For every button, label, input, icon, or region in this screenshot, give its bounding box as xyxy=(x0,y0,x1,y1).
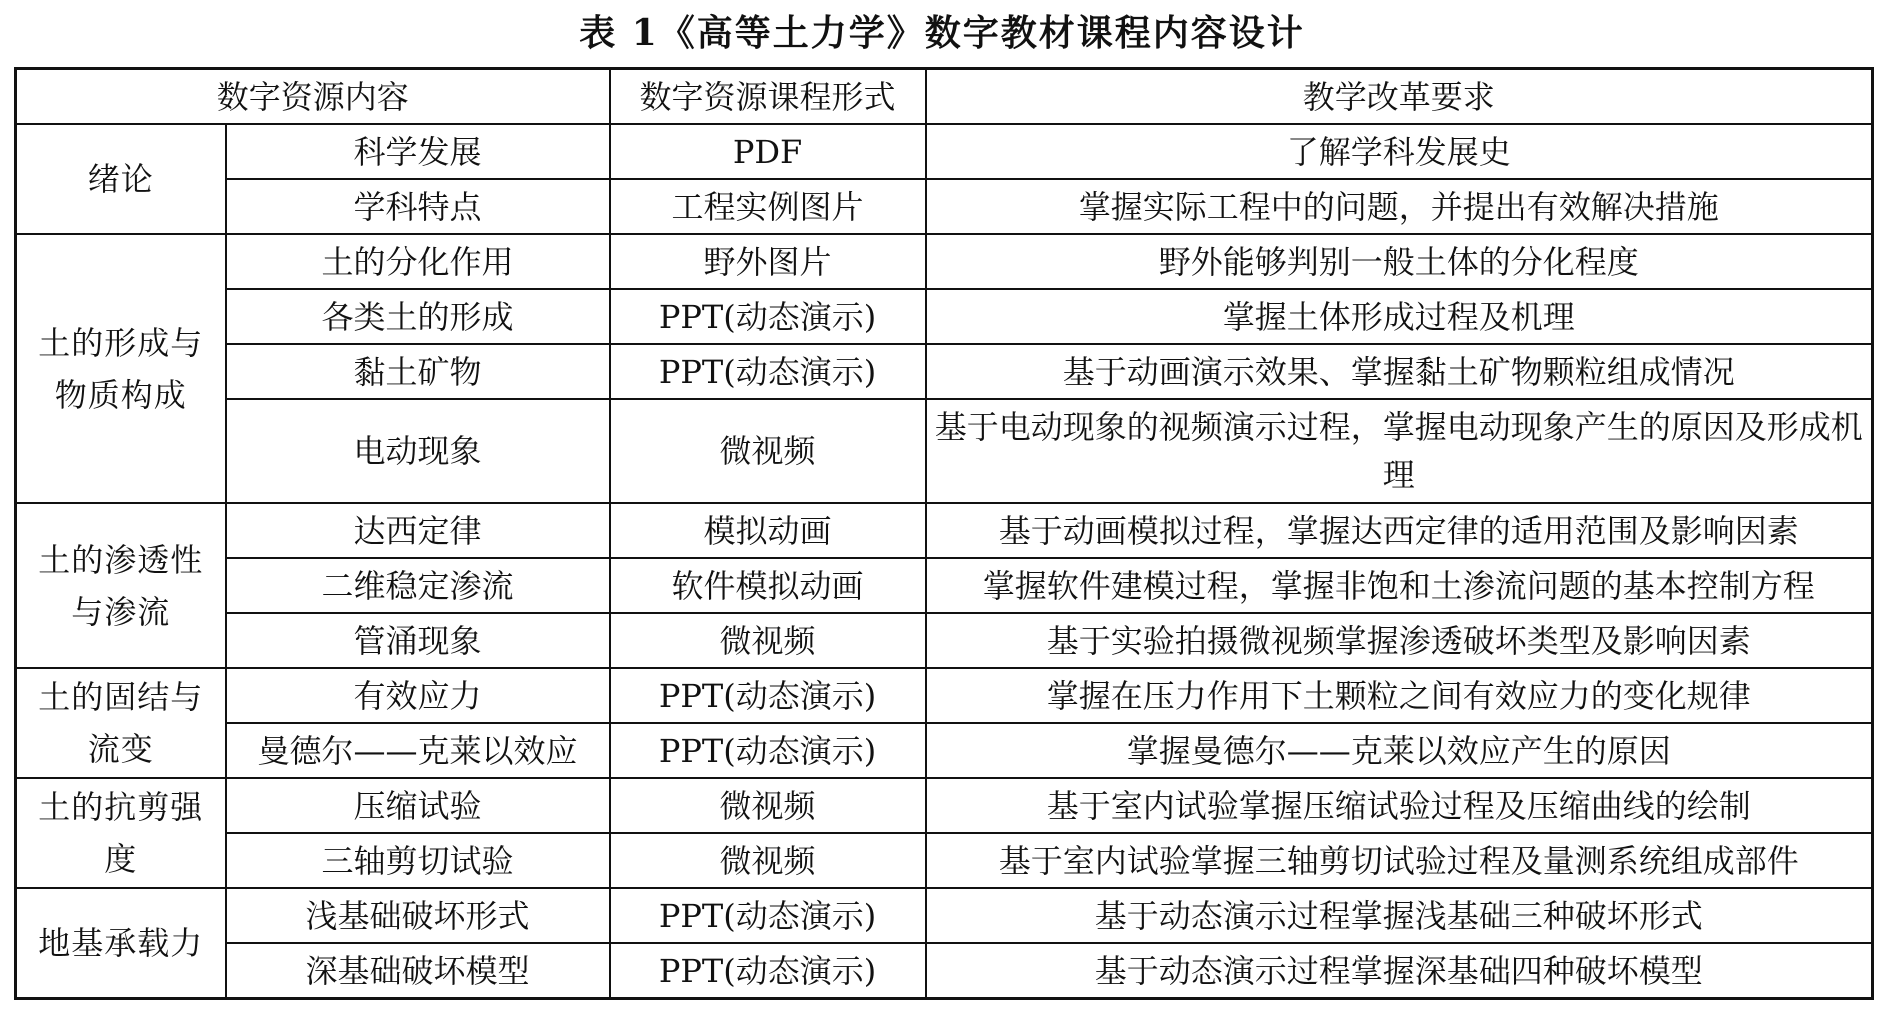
requirement-cell: 基于室内试验掌握三轴剪切试验过程及量测系统组成部件 xyxy=(926,833,1873,888)
requirement-cell: 掌握软件建模过程，掌握非饱和土渗流问题的基本控制方程 xyxy=(926,558,1873,613)
topic-cell: 压缩试验 xyxy=(226,778,610,833)
form-cell: 野外图片 xyxy=(610,234,926,289)
topic-cell: 二维稳定渗流 xyxy=(226,558,610,613)
form-cell: PDF xyxy=(610,124,926,179)
requirement-cell: 基于室内试验掌握压缩试验过程及压缩曲线的绘制 xyxy=(926,778,1873,833)
table-row xyxy=(16,778,1873,833)
topic-cell: 深基础破坏模型 xyxy=(226,943,610,999)
category-cell: 土的渗透性与渗流 xyxy=(16,503,226,668)
topic-cell: 土的分化作用 xyxy=(226,234,610,289)
topic-cell: 达西定律 xyxy=(226,503,610,558)
requirement-cell: 野外能够判别一般土体的分化程度 xyxy=(926,234,1873,289)
table-row xyxy=(16,503,1873,558)
category-cell: 土的固结与流变 xyxy=(16,668,226,778)
course-content-table xyxy=(14,67,1874,1000)
requirement-cell: 掌握实际工程中的问题，并提出有效解决措施 xyxy=(926,179,1873,234)
table-row xyxy=(16,613,1873,668)
form-cell: 模拟动画 xyxy=(610,503,926,558)
table-row xyxy=(16,888,1873,943)
form-cell: 微视频 xyxy=(610,833,926,888)
requirement-cell: 基于动态演示过程掌握浅基础三种破坏形式 xyxy=(926,888,1873,943)
topic-cell: 科学发展 xyxy=(226,124,610,179)
requirement-cell: 掌握在压力作用下土颗粒之间有效应力的变化规律 xyxy=(926,668,1873,723)
table-row xyxy=(16,558,1873,613)
form-cell: 微视频 xyxy=(610,778,926,833)
topic-cell: 浅基础破坏形式 xyxy=(226,888,610,943)
table-row xyxy=(16,668,1873,723)
table-row xyxy=(16,833,1873,888)
form-cell: PPT(动态演示) xyxy=(610,723,926,778)
table-row xyxy=(16,399,1873,503)
table-title: 表 1《高等土力学》数字教材课程内容设计 xyxy=(579,12,1305,54)
form-cell: 微视频 xyxy=(610,613,926,668)
topic-cell: 有效应力 xyxy=(226,668,610,723)
table-row xyxy=(16,723,1873,778)
table-row xyxy=(16,234,1873,289)
topic-cell: 黏土矿物 xyxy=(226,344,610,399)
form-cell: PPT(动态演示) xyxy=(610,888,926,943)
header-resource-content: 数字资源内容 xyxy=(16,69,610,125)
requirement-cell: 基于动画模拟过程，掌握达西定律的适用范围及影响因素 xyxy=(926,503,1873,558)
table-row xyxy=(16,289,1873,344)
category-cell: 地基承载力 xyxy=(16,888,226,999)
requirement-cell: 掌握曼德尔——克莱以效应产生的原因 xyxy=(926,723,1873,778)
topic-cell: 各类土的形成 xyxy=(226,289,610,344)
requirement-cell: 基于电动现象的视频演示过程，掌握电动现象产生的原因及形成机理 xyxy=(926,399,1873,503)
header-reform-requirement: 教学改革要求 xyxy=(926,69,1873,125)
form-cell: 工程实例图片 xyxy=(610,179,926,234)
topic-cell: 曼德尔——克莱以效应 xyxy=(226,723,610,778)
table-row xyxy=(16,943,1873,999)
category-cell: 土的形成与物质构成 xyxy=(16,234,226,503)
topic-cell: 学科特点 xyxy=(226,179,610,234)
form-cell: 微视频 xyxy=(610,399,926,503)
requirement-cell: 基于动态演示过程掌握深基础四种破坏模型 xyxy=(926,943,1873,999)
category-cell: 土的抗剪强度 xyxy=(16,778,226,888)
table-row xyxy=(16,344,1873,399)
form-cell: PPT(动态演示) xyxy=(610,289,926,344)
topic-cell: 管涌现象 xyxy=(226,613,610,668)
table-row xyxy=(16,124,1873,179)
topic-cell: 三轴剪切试验 xyxy=(226,833,610,888)
category-cell: 绪论 xyxy=(16,124,226,234)
form-cell: PPT(动态演示) xyxy=(610,668,926,723)
form-cell: PPT(动态演示) xyxy=(610,344,926,399)
header-resource-form: 数字资源课程形式 xyxy=(610,69,926,125)
topic-cell: 电动现象 xyxy=(226,399,610,503)
form-cell: PPT(动态演示) xyxy=(610,943,926,999)
requirement-cell: 基于实验拍摄微视频掌握渗透破坏类型及影响因素 xyxy=(926,613,1873,668)
requirement-cell: 基于动画演示效果、掌握黏土矿物颗粒组成情况 xyxy=(926,344,1873,399)
requirement-cell: 掌握土体形成过程及机理 xyxy=(926,289,1873,344)
form-cell: 软件模拟动画 xyxy=(610,558,926,613)
table-row xyxy=(16,179,1873,234)
requirement-cell: 了解学科发展史 xyxy=(926,124,1873,179)
